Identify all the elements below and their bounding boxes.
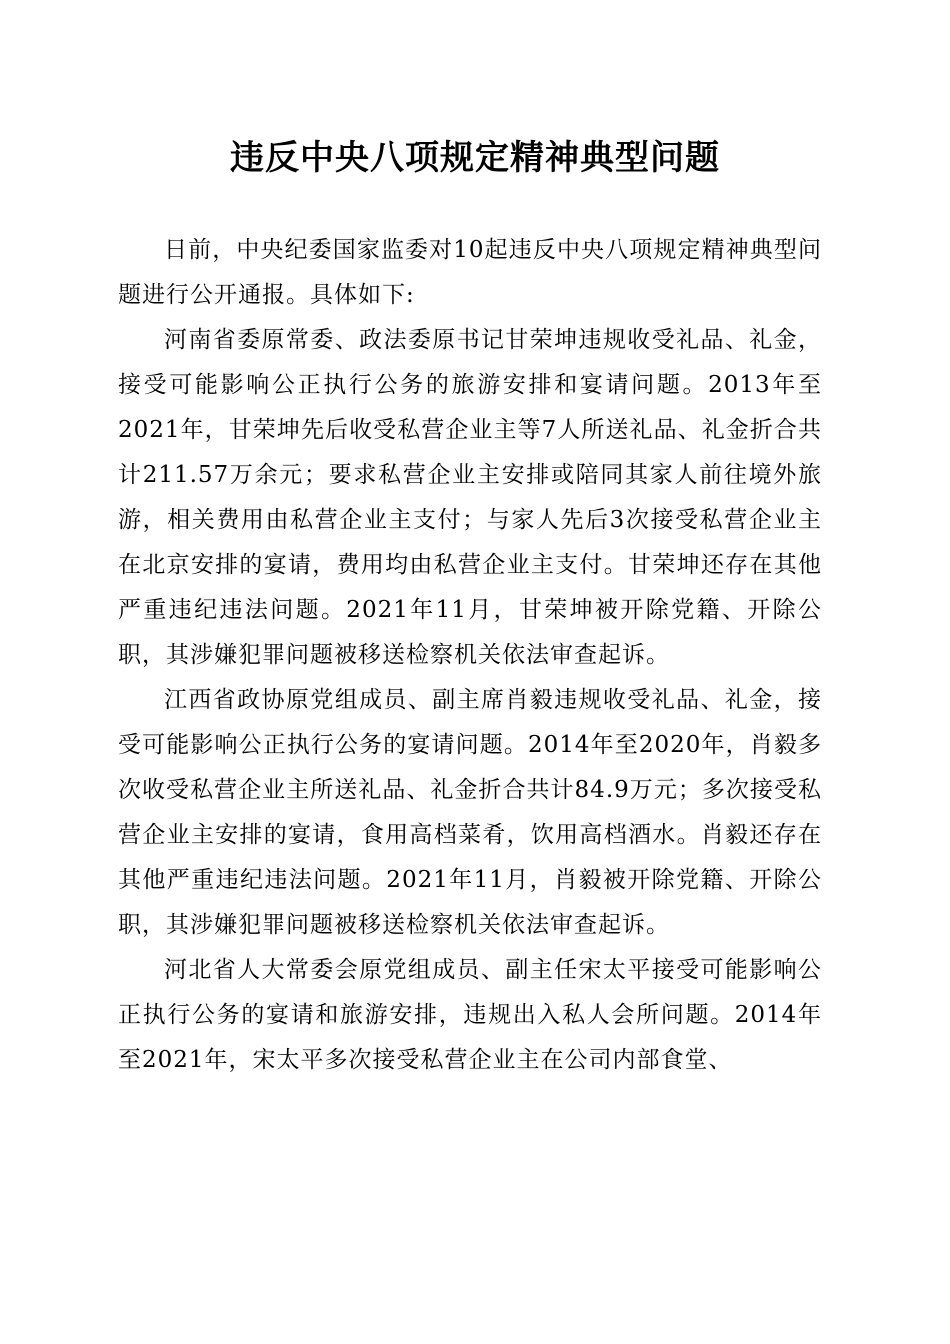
paragraph-intro: 日前，中央纪委国家监委对10起违反中央八项规定精神典型问题进行公开通报。具体如下:: [118, 237, 822, 308]
paragraph-case-hebei: 河北省人大常委会原党组成员、副主任宋太平接受可能影响公正执行公务的宴请和旅游安排，违规出入私人会所问题。2014年至2021年，宋太平多次接受私营企业主在公司内部食堂、: [118, 957, 822, 1073]
document-body: [118, 228, 822, 1083]
paragraph-case-henan: 河南省委原常委、政法委原书记甘荣坤违规收受礼品、礼金，接受可能影响公正执行公务的旅游安排和宴请问题。2013年至2021年，甘荣坤先后收受私营企业主等7人所送礼品、礼金折合共计211.57万余元；要求私营企业主安排或陪同其家人前往境外旅游，相关费用由私营企业主支付；与家人先后3次接受私营企业主在北京安排的宴请，费用均由私营企业主支付。甘荣坤还存在其他严重违纪违法问题。2021年11月，甘荣坤被开除党籍、开除公职，其涉嫌犯罪问题被移送检察机关依法审查起诉。: [118, 327, 822, 668]
paragraph-case-jiangxi: 江西省政协原党组成员、副主席肖毅违规收受礼品、礼金，接受可能影响公正执行公务的宴请问题。2014年至2020年，肖毅多次收受私营企业主所送礼品、礼金折合共计84.9万元；多次接受私营企业主安排的宴请，食用高档菜肴，饮用高档酒水。肖毅还存在其他严重违纪违法问题。2021年11月，肖毅被开除党籍、开除公职，其涉嫌犯罪问题被移送检察机关依法审查起诉。: [118, 687, 822, 938]
document-title: 违反中央八项规定精神典型问题: [230, 138, 720, 178]
